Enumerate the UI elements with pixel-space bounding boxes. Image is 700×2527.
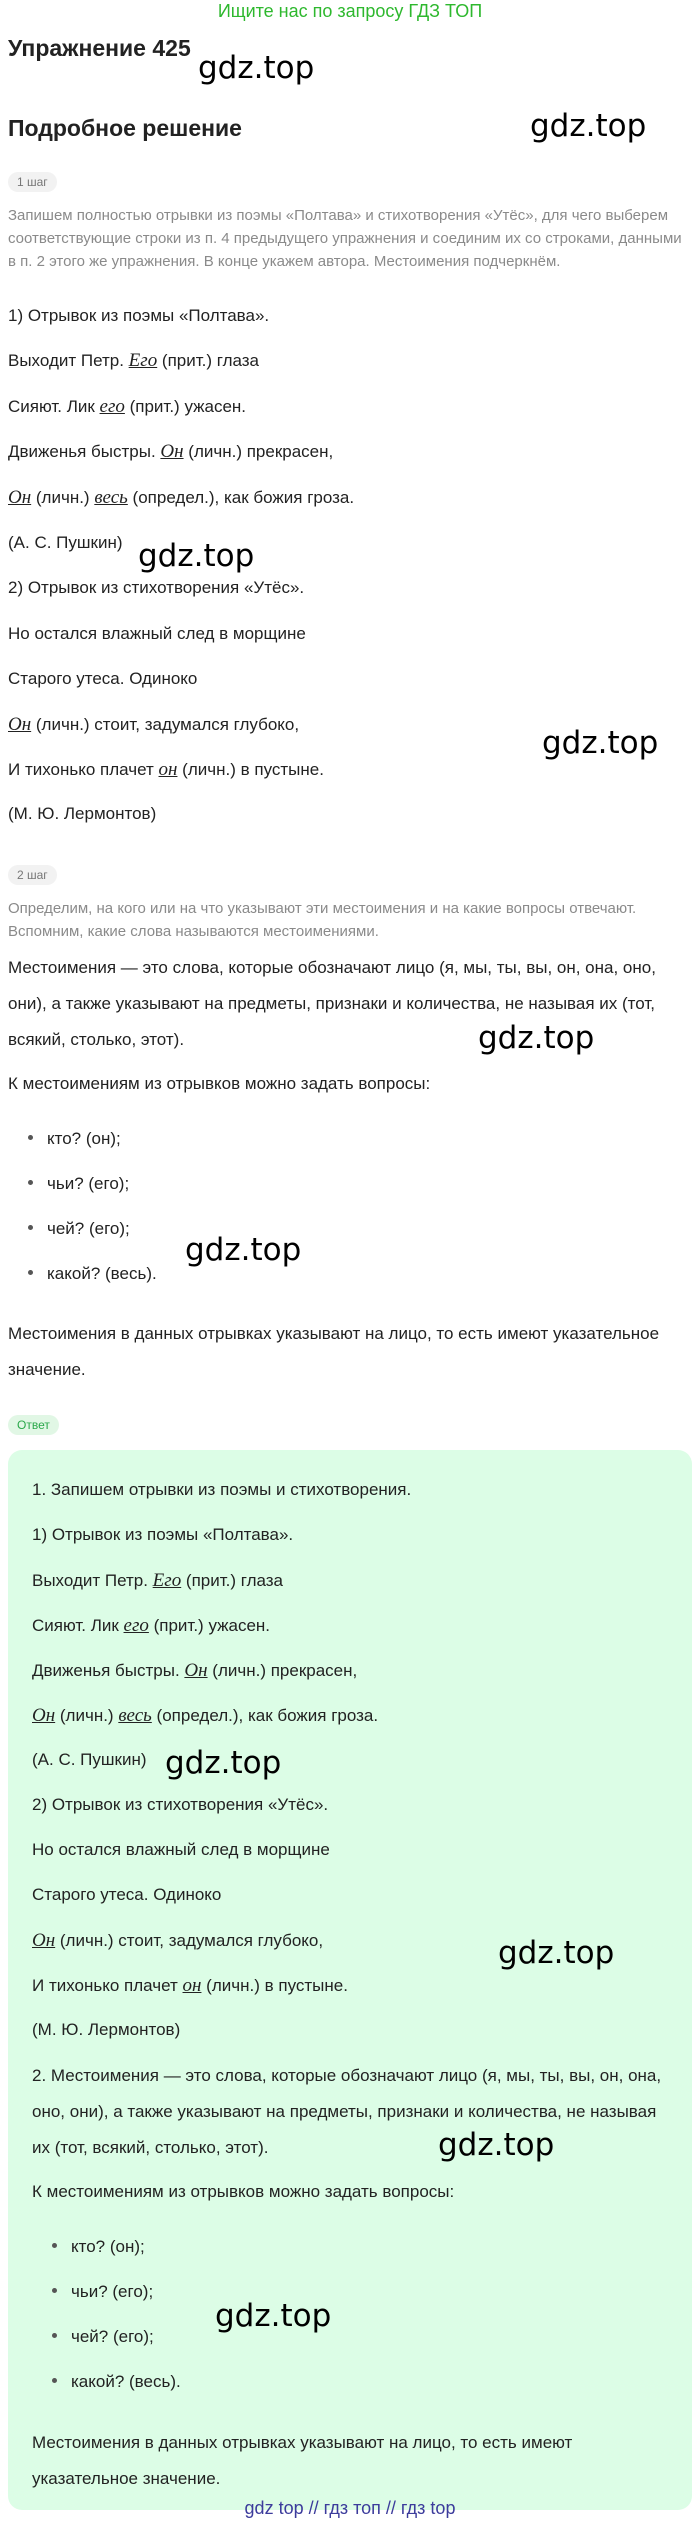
author: (М. Ю. Лермонтов) — [32, 2020, 181, 2039]
watermark: gdz.top — [530, 108, 647, 144]
definition: Местоимения — это слова, которые обозначают лицо (я, мы, ты, вы, он, она, оно, они), а также указывают на предметы, признаки и количества, не называя их (тот, всякий, столько, этот). — [8, 958, 656, 1049]
answer-heading: 1. Запишем отрывки из поэмы и стихотворения. — [32, 1480, 412, 1499]
poem-line: Выходит Петр. Его (прит.) глаза — [32, 1570, 284, 1591]
list-item: какой? (весь). — [52, 2372, 181, 2392]
watermark: gdz.top — [438, 2127, 555, 2163]
author: (А. С. Пушкин) — [32, 1750, 147, 1769]
poem-line: И тихонько плачет он (личн.) в пустыне. — [32, 1975, 348, 1996]
questions-heading: К местоимениям из отрывков можно задать вопросы: — [8, 1074, 431, 1093]
pronoun: его — [99, 396, 125, 417]
conclusion: Местоимения в данных отрывках указывают на лицо, то есть имеют указательное значение. — [32, 2433, 573, 2488]
list-item: чьи? (его); — [52, 2282, 153, 2302]
poem-line: Но остался влажный след в морщине — [32, 1840, 330, 1859]
author: (А. С. Пушкин) — [8, 533, 123, 552]
pronoun: Он — [8, 714, 32, 735]
list-item: чьи? (его); — [28, 1174, 129, 1194]
page-title: Упражнение 425 — [8, 35, 191, 61]
footer-links[interactable]: gdz top // гдз топ // гдз top — [244, 2498, 456, 2518]
watermark: gdz.top — [138, 538, 255, 574]
pronoun: весь — [94, 487, 128, 508]
pronoun: Он — [160, 441, 184, 462]
poem-line: Но остался влажный след в морщине — [8, 624, 306, 643]
list-item: какой? (весь). — [28, 1264, 157, 1284]
fragment-heading: 1) Отрывок из поэмы «Полтава». — [32, 1525, 294, 1544]
list-item: чей? (его); — [52, 2327, 154, 2347]
top-banner[interactable]: Ищите нас по запросу ГДЗ ТОП — [217, 1, 483, 21]
watermark: gdz.top — [215, 2298, 332, 2334]
poem-line: И тихонько плачет он (личн.) в пустыне. — [8, 759, 324, 780]
poem-line: Старого утеса. Одиноко — [8, 669, 198, 688]
pronoun: Он — [32, 1930, 56, 1951]
list-item: кто? (он); — [28, 1129, 121, 1149]
pronoun: он — [158, 759, 178, 780]
pronoun: Его — [152, 1570, 182, 1591]
watermark: gdz.top — [185, 1232, 302, 1268]
pronoun: его — [123, 1615, 149, 1636]
poem-line: Сияют. Лик его (прит.) ужасен. — [8, 396, 247, 417]
poem-line: Движенья быстры. Он (личн.) прекрасен, — [32, 1660, 358, 1681]
step-badge: 1 шаг — [8, 172, 57, 192]
step-intro: Определим, на кого или на что указывают эти местоимения и на какие вопросы отвечают. Вспомним, какие слова называются местоимениями. — [8, 900, 637, 940]
questions-heading: К местоимениям из отрывков можно задать вопросы: — [32, 2182, 455, 2201]
list-item: чей? (его); — [28, 1219, 130, 1239]
answer-badge: Ответ — [8, 1415, 59, 1435]
watermark: gdz.top — [542, 725, 659, 761]
watermark: gdz.top — [198, 50, 315, 86]
conclusion: Местоимения в данных отрывках указывают на лицо, то есть имеют указательное значение. — [8, 1324, 660, 1379]
author: (М. Ю. Лермонтов) — [8, 804, 157, 823]
fragment-heading: 2) Отрывок из стихотворения «Утёс». — [32, 1795, 329, 1814]
step-intro: Запишем полностью отрывки из поэмы «Полтава» и стихотворения «Утёс», для чего выберем соответствующие строки из п. 4 предыдущего упражнения и соединим их со строками, данными в п. 2 этого же упражнения. В конце укажем автора. Местоимения подчеркнём. — [8, 207, 682, 270]
section-title: Подробное решение — [8, 115, 242, 141]
list-item: кто? (он); — [52, 2237, 145, 2257]
poem-line: Он (личн.) стоит, задумался глубоко, — [32, 1930, 324, 1951]
poem-line: Движенья быстры. Он (личн.) прекрасен, — [8, 441, 334, 462]
poem-line: Он (личн.) стоит, задумался глубоко, — [8, 714, 300, 735]
watermark: gdz.top — [165, 1745, 282, 1781]
pronoun: Он — [184, 1660, 208, 1681]
pronoun: весь — [118, 1705, 152, 1726]
watermark: gdz.top — [478, 1020, 595, 1056]
pronoun: он — [182, 1975, 202, 1996]
pronoun: Он — [32, 1705, 56, 1726]
definition: 2. Местоимения — это слова, которые обозначают лицо (я, мы, ты, вы, он, она, оно, они), а также указывают на предметы, признаки и количества, не называя их (тот, всякий, столько, этот). — [32, 2066, 662, 2157]
poem-line: Выходит Петр. Его (прит.) глаза — [8, 350, 260, 371]
poem-line: Сияют. Лик его (прит.) ужасен. — [32, 1615, 271, 1636]
watermark: gdz.top — [498, 1935, 615, 1971]
fragment-heading: 1) Отрывок из поэмы «Полтава». — [8, 306, 270, 325]
fragment-heading: 2) Отрывок из стихотворения «Утёс». — [8, 578, 305, 597]
step-badge: 2 шаг — [8, 865, 57, 885]
poem-line: Старого утеса. Одиноко — [32, 1885, 222, 1904]
poem-line: Он (личн.) весь (определ.), как божия гроза. — [8, 487, 355, 508]
pronoun: Он — [8, 487, 32, 508]
poem-line: Он (личн.) весь (определ.), как божия гроза. — [32, 1705, 379, 1726]
pronoun: Его — [128, 350, 158, 371]
